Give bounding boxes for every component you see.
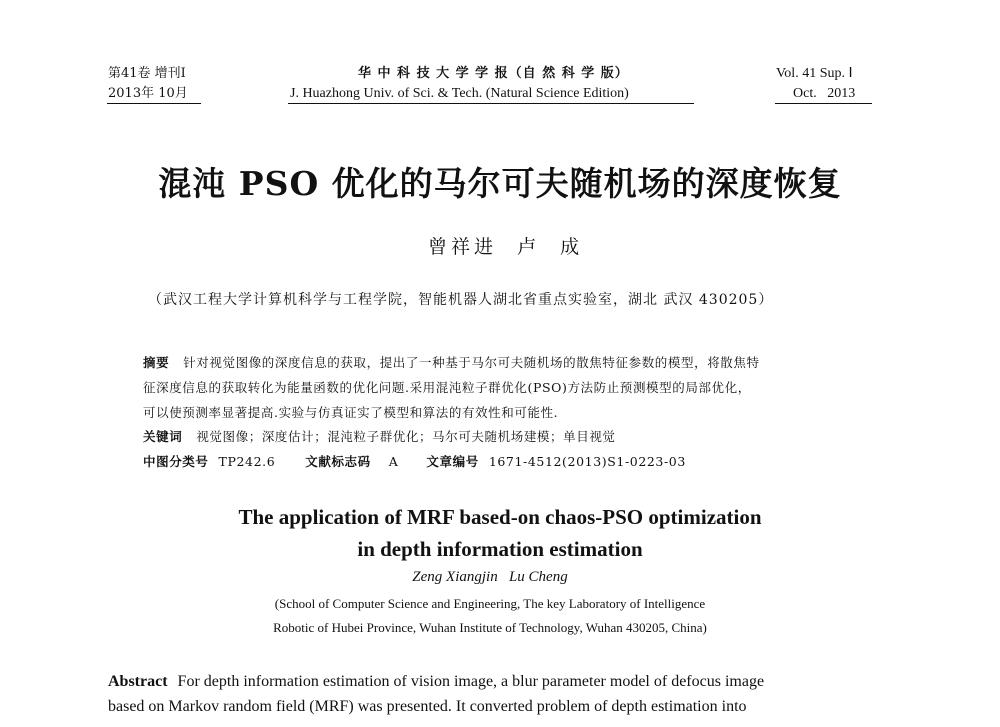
header-rule-right xyxy=(775,103,872,104)
clc-label: 中图分类号 xyxy=(143,454,209,469)
abstract-cn-line-3: 可以使预测率显著提高.实验与仿真证实了模型和算法的有效性和可能性. xyxy=(143,405,559,420)
keywords-cn: 视觉图像；深度估计；混沌粒子群优化；马尔可夫随机场建模；单目视觉 xyxy=(196,429,616,444)
article-no-value: 1671-4512(2013)S1-0223-03 xyxy=(488,454,686,469)
abstract-en-text-1: For depth information estimation of vision image, a blur parameter model of defocus image xyxy=(177,673,765,690)
keywords-label-cn: 关键词 xyxy=(143,429,183,444)
header-rule-left xyxy=(107,103,201,104)
header-date-cn: 2013年 10月 xyxy=(108,86,188,101)
authors-en: Zeng Xiangjin Lu Cheng xyxy=(412,569,568,585)
header-volume-cn: 第41卷 增刊Ⅰ xyxy=(108,66,186,81)
abstract-label-cn: 摘要 xyxy=(143,355,170,370)
doc-code-value: A xyxy=(388,454,399,469)
header-rule-center xyxy=(288,103,694,104)
header-journal-cn: 华 中 科 技 大 学 学 报（自 然 科 学 版） xyxy=(358,66,629,81)
header-date-en: Oct. 2013 xyxy=(793,86,856,101)
paper-title-cn: 混沌 PSO 优化的马尔可夫随机场的深度恢复 xyxy=(158,164,842,203)
abstract-label-en: Abstract xyxy=(108,673,168,690)
classification-line xyxy=(143,451,686,473)
article-no-label: 文章编号 xyxy=(426,454,479,469)
abstract-en-line-2: based on Markov random field (MRF) was presented. It converted problem of depth estimation into xyxy=(108,698,747,715)
abstract-cn-line-2: 征深度信息的获取转化为能量函数的优化问题.采用混沌粒子群优化(PSO)方法防止预测模型的局部优化， xyxy=(143,380,751,395)
affiliation-en-line-2: Robotic of Hubei Province, Wuhan Institute of Technology, Wuhan 430205, China) xyxy=(273,620,707,635)
clc-value: TP242.6 xyxy=(218,454,276,469)
affiliation-en-line-1: (School of Computer Science and Engineering, The key Laboratory of Intelligence xyxy=(274,596,706,611)
paper-title-en-line-1: The application of MRF based-on chaos-PSO optimization xyxy=(238,505,762,529)
abstract-en-line-1 xyxy=(108,668,764,695)
header-volume-en: Vol. 41 Sup. Ⅰ xyxy=(776,66,853,81)
header-journal-en: J. Huazhong Univ. of Sci. & Tech. (Natural Science Edition) xyxy=(290,86,629,101)
keywords-cn-line xyxy=(143,426,616,448)
affiliation-cn: （武汉工程大学计算机科学与工程学院，智能机器人湖北省重点实验室，湖北 武汉 430205） xyxy=(148,292,774,308)
paper-title-en-line-2: in depth information estimation xyxy=(357,537,643,561)
abstract-cn-line-1 xyxy=(143,352,760,374)
authors-cn: 曾祥进 卢 成 xyxy=(428,236,584,258)
abstract-cn-text-1: 针对视觉图像的深度信息的获取，提出了一种基于马尔可夫随机场的散焦特征参数的模型，将散焦特 xyxy=(183,355,760,370)
doc-code-label: 文献标志码 xyxy=(305,454,371,469)
